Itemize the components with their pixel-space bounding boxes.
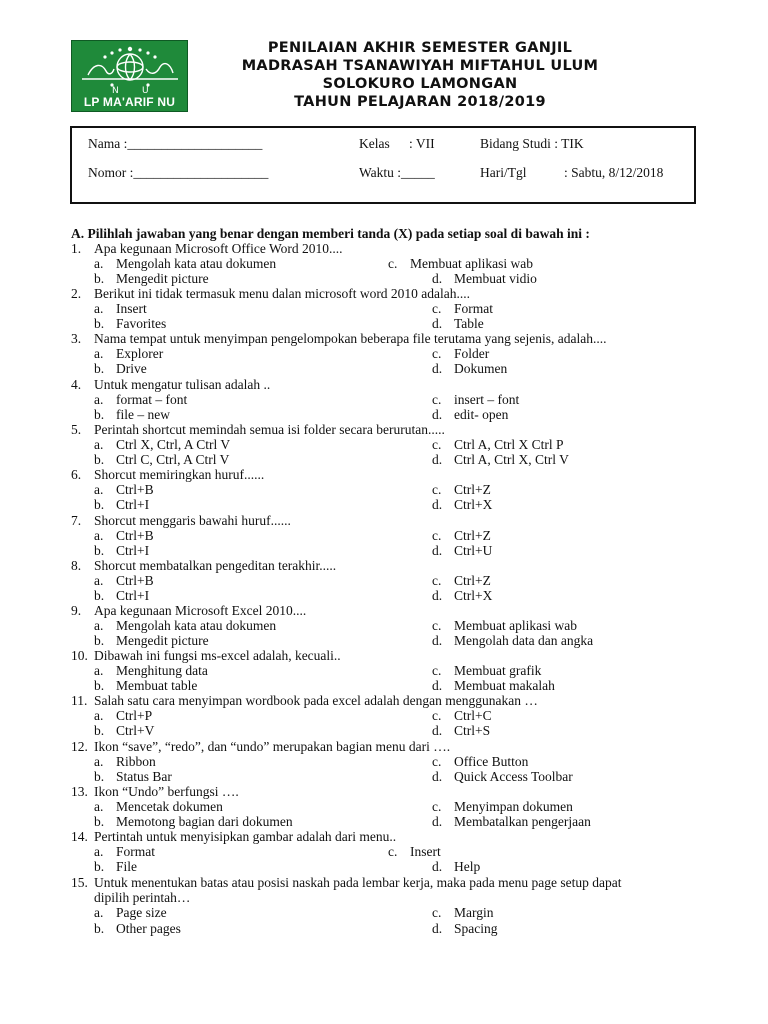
question-number: 13. [71, 784, 88, 799]
option-a[interactable] [94, 528, 154, 543]
option-text: Memotong bagian dari dokumen [116, 814, 293, 830]
question-number: 8. [71, 558, 82, 573]
question-number: 2. [71, 286, 82, 301]
option-text: Ctrl+X [454, 497, 493, 513]
option-text: Ctrl+I [116, 588, 150, 604]
option-letter: d. [432, 678, 443, 694]
option-letter: d. [432, 588, 443, 604]
option-b[interactable] [94, 859, 137, 874]
option-letter: a. [94, 256, 104, 272]
option-letter: c. [432, 618, 442, 634]
option-letter: a. [94, 573, 104, 589]
option-b[interactable] [94, 588, 149, 603]
option-letter: b. [94, 452, 105, 468]
number-field[interactable]: Nomor :____________________ [88, 165, 269, 180]
subject-field: Bidang Studi : TIK [480, 136, 584, 151]
option-letter: b. [94, 497, 105, 513]
option-d[interactable] [432, 316, 484, 331]
question-number: 12. [71, 739, 88, 754]
option-text: Ctrl+Z [454, 528, 491, 544]
question-6 [71, 467, 264, 482]
option-text: insert – font [454, 392, 520, 408]
option-d[interactable] [432, 407, 508, 422]
option-letter: a. [94, 799, 104, 815]
option-text: Format [116, 844, 155, 860]
question-number: 7. [71, 513, 82, 528]
option-text: Table [454, 316, 484, 332]
option-a[interactable] [94, 754, 156, 769]
option-letter: d. [432, 361, 443, 377]
option-letter: b. [94, 920, 105, 936]
option-text: Ctrl+Z [454, 482, 491, 498]
option-letter: c. [432, 346, 442, 362]
option-letter: b. [94, 723, 105, 739]
question-text: Pertintah untuk menyisipkan gambar adalah dari menu.. [94, 829, 397, 844]
option-text: Menghitung data [116, 663, 208, 679]
option-text: Ctrl+I [116, 497, 150, 513]
option-letter: b. [94, 678, 105, 694]
option-a[interactable] [94, 346, 163, 361]
option-c[interactable] [432, 573, 491, 588]
option-text: Dokumen [454, 361, 508, 377]
question-text: Untuk menentukan batas atau posisi naskah pada lembar kerja, maka pada menu page setup dapat [94, 875, 622, 890]
option-text: Membuat vidio [454, 271, 537, 287]
option-text: edit- open [454, 407, 509, 423]
option-text: Ctrl+B [116, 573, 154, 589]
nu-emblem-icon [72, 41, 189, 97]
option-text: Ctrl A, Ctrl X Ctrl P [454, 437, 564, 453]
option-letter: d. [432, 407, 443, 423]
option-a[interactable] [94, 618, 276, 633]
option-text: Membuat makalah [454, 678, 555, 694]
option-b[interactable] [94, 452, 229, 467]
question-text: Apa kegunaan Microsoft Office Word 2010.... [94, 241, 343, 256]
option-letter: c. [432, 437, 442, 453]
option-letter: d. [432, 271, 443, 287]
option-text: Ctrl+P [116, 708, 153, 724]
question-number: 11. [71, 693, 88, 708]
option-text: Quick Access Toolbar [454, 769, 573, 785]
question-text: Perintah shortcut memindah semua isi folder secara berurutan..... [94, 422, 445, 437]
option-text: Ctrl+C [454, 708, 492, 724]
option-c[interactable] [432, 392, 519, 407]
question-text: Shorcut membatalkan pengeditan terakhir..... [94, 558, 337, 573]
option-text: Margin [454, 905, 494, 921]
option-text: Membuat aplikasi wab [410, 256, 533, 272]
option-a[interactable] [94, 905, 167, 920]
question-14 [71, 829, 396, 844]
question-number: 15. [71, 875, 88, 890]
option-text: Format [454, 301, 493, 317]
option-text: Insert [410, 844, 441, 860]
option-letter: c. [432, 663, 442, 679]
question-5 [71, 422, 445, 437]
option-letter: d. [432, 633, 443, 649]
option-b[interactable] [94, 678, 197, 693]
question-1 [71, 241, 342, 256]
option-letter: b. [94, 588, 105, 604]
option-letter: a. [94, 528, 104, 544]
option-letter: b. [94, 361, 105, 377]
option-letter: a. [94, 754, 104, 770]
option-text: Membatalkan pengerjaan [454, 814, 591, 830]
class-value: : VII [409, 136, 435, 151]
question-12 [71, 739, 450, 754]
option-letter: c. [432, 799, 442, 815]
option-d[interactable] [432, 543, 492, 558]
option-letter: d. [432, 814, 443, 830]
option-b[interactable] [94, 271, 209, 286]
header-line-4: TAHUN PELAJARAN 2018/2019 [294, 94, 546, 110]
svg-text:U: U [142, 86, 149, 96]
question-number: 14. [71, 829, 88, 844]
option-c[interactable] [432, 663, 541, 678]
option-d[interactable] [432, 678, 555, 693]
option-d[interactable] [432, 921, 498, 936]
option-letter: d. [432, 769, 443, 785]
question-text: Apa kegunaan Microsoft Excel 2010.... [94, 603, 307, 618]
question-11 [71, 693, 538, 708]
option-text: Ctrl+U [454, 543, 493, 559]
option-text: Ctrl+X [454, 588, 493, 604]
question-text: Dibawah ini fungsi ms-excel adalah, kecuali.. [94, 648, 341, 663]
option-a[interactable] [94, 708, 152, 723]
option-a[interactable] [94, 844, 155, 859]
option-letter: a. [94, 708, 104, 724]
option-text: Membuat aplikasi wab [454, 618, 577, 634]
option-a[interactable] [94, 482, 154, 497]
question-number: 3. [71, 331, 82, 346]
question-10 [71, 648, 341, 663]
option-text: Ctrl C, Ctrl, A Ctrl V [116, 452, 230, 468]
option-letter: d. [432, 452, 443, 468]
option-c[interactable] [432, 437, 564, 452]
option-text: Office Button [454, 754, 529, 770]
option-text: Page size [116, 905, 167, 921]
question-text: Shorcut memiringkan huruf...... [94, 467, 265, 482]
question-2 [71, 286, 470, 301]
option-letter: c. [388, 844, 398, 860]
option-b[interactable] [94, 543, 149, 558]
option-b[interactable] [94, 316, 166, 331]
question-9 [71, 603, 306, 618]
svg-text:N: N [112, 86, 119, 96]
option-letter: b. [94, 407, 105, 423]
question-number: 5. [71, 422, 82, 437]
option-d[interactable] [432, 452, 569, 467]
question-number: 10. [71, 648, 88, 663]
option-d[interactable] [432, 633, 593, 648]
option-letter: d. [432, 497, 443, 513]
date-value: : Sabtu, 8/12/2018 [564, 165, 664, 180]
option-d[interactable] [432, 588, 492, 603]
option-text: Folder [454, 346, 490, 362]
option-a[interactable] [94, 573, 154, 588]
option-text: Ctrl+V [116, 723, 155, 739]
option-c[interactable] [432, 754, 528, 769]
option-text: Mengedit picture [116, 633, 209, 649]
option-text: Membuat grafik [454, 663, 542, 679]
option-letter: b. [94, 859, 105, 875]
option-d[interactable] [432, 814, 591, 829]
option-text: Ctrl A, Ctrl X, Ctrl V [454, 452, 569, 468]
option-c[interactable] [432, 482, 491, 497]
option-d[interactable] [432, 361, 507, 376]
option-letter: c. [432, 708, 442, 724]
option-letter: c. [432, 301, 442, 317]
option-c[interactable] [432, 708, 492, 723]
option-text: Mengolah data dan angka [454, 633, 594, 649]
option-text: file – new [116, 407, 170, 423]
option-b[interactable] [94, 633, 209, 648]
option-a[interactable] [94, 301, 147, 316]
option-letter: b. [94, 316, 105, 332]
question-text: Nama tempat untuk menyimpan pengelompokan beberapa file terutama yang sejenis, adalah.... [94, 331, 607, 346]
question-text: Ikon “save”, “redo”, dan “undo” merupakan bagian menu dari …. [94, 739, 451, 754]
option-letter: c. [432, 573, 442, 589]
option-letter: b. [94, 271, 105, 287]
option-a[interactable] [94, 392, 187, 407]
option-text: Favorites [116, 316, 167, 332]
option-text: Membuat table [116, 678, 198, 694]
option-letter: b. [94, 633, 105, 649]
option-letter: a. [94, 392, 104, 408]
option-letter: b. [94, 814, 105, 830]
option-letter: d. [432, 723, 443, 739]
option-c[interactable] [432, 528, 491, 543]
question-15 [71, 875, 621, 890]
option-letter: d. [432, 543, 443, 559]
option-text: Insert [116, 301, 147, 317]
option-c[interactable] [432, 618, 577, 633]
question-3 [71, 331, 606, 346]
option-letter: d. [432, 859, 443, 875]
option-text: Status Bar [116, 769, 172, 785]
option-letter: c. [432, 528, 442, 544]
option-text: Ribbon [116, 754, 156, 770]
question-4 [71, 377, 270, 392]
option-text: Ctrl+I [116, 543, 150, 559]
option-text: Menyimpan dokumen [454, 799, 573, 815]
question-number: 1. [71, 241, 82, 256]
option-letter: b. [94, 543, 105, 559]
option-d[interactable] [432, 723, 490, 738]
option-text: File [116, 859, 138, 875]
option-a[interactable] [94, 256, 276, 271]
option-letter: a. [94, 482, 104, 498]
option-text: Ctrl+B [116, 482, 154, 498]
option-c[interactable] [432, 799, 573, 814]
question-text: Berikut ini tidak termasuk menu dalan microsoft word 2010 adalah.... [94, 286, 471, 301]
option-b[interactable] [94, 814, 293, 829]
option-c[interactable] [388, 256, 533, 271]
option-text: Mengedit picture [116, 271, 209, 287]
option-d[interactable] [432, 859, 480, 874]
option-c[interactable] [432, 346, 489, 361]
option-b[interactable] [94, 921, 181, 936]
option-b[interactable] [94, 723, 154, 738]
option-letter: c. [432, 905, 442, 921]
header-line-3: SOLOKURO LAMONGAN [322, 76, 518, 92]
option-letter: a. [94, 844, 104, 860]
class-label: Kelas [359, 136, 390, 151]
option-letter: c. [432, 392, 442, 408]
option-text: Mengolah kata atau dokumen [116, 256, 277, 272]
option-a[interactable] [94, 799, 223, 814]
option-b[interactable] [94, 497, 149, 512]
option-letter: d. [432, 920, 443, 936]
option-letter: a. [94, 663, 104, 679]
date-label: Hari/Tgl [480, 165, 527, 180]
option-c[interactable] [388, 844, 441, 859]
option-text: Ctrl X, Ctrl, A Ctrl V [116, 437, 231, 453]
option-text: Help [454, 859, 481, 875]
question-number: 4. [71, 377, 82, 392]
option-b[interactable] [94, 769, 172, 784]
option-text: Explorer [116, 346, 164, 362]
question-text-continued: dipilih perintah… [94, 890, 191, 906]
question-8 [71, 558, 336, 573]
option-a[interactable] [94, 437, 230, 452]
option-letter: a. [94, 618, 104, 634]
option-letter: a. [94, 301, 104, 317]
option-text: Ctrl+S [454, 723, 491, 739]
header-line-2: MADRASAH TSANAWIYAH MIFTAHUL ULUM [241, 58, 599, 74]
header-line-1: PENILAIAN AKHIR SEMESTER GANJIL [267, 40, 573, 56]
option-letter: c. [432, 482, 442, 498]
question-text: Salah satu cara menyimpan wordbook pada excel adalah dengan menggunakan … [94, 693, 538, 708]
option-text: Mencetak dokumen [116, 799, 223, 815]
option-text: Ctrl+Z [454, 573, 491, 589]
option-a[interactable] [94, 663, 208, 678]
option-text: Mengolah kata atau dokumen [116, 618, 277, 634]
option-letter: a. [94, 346, 104, 362]
instruction-heading: A. Pilihlah jawaban yang benar dengan memberi tanda (X) pada setiap soal di bawah ini : [71, 226, 590, 241]
option-b[interactable] [94, 361, 147, 376]
school-logo [71, 40, 188, 112]
question-number: 6. [71, 467, 82, 482]
time-field[interactable]: Waktu :_____ [359, 165, 435, 180]
option-text: Ctrl+B [116, 528, 154, 544]
option-c[interactable] [432, 301, 493, 316]
option-letter: a. [94, 437, 104, 453]
question-13 [71, 784, 239, 799]
question-text: Untuk mengatur tulisan adalah .. [94, 377, 271, 392]
exam-header [200, 39, 640, 111]
option-letter: d. [432, 316, 443, 332]
question-text: Shorcut menggaris bawahi huruf...... [94, 513, 291, 528]
option-d[interactable] [432, 271, 537, 286]
option-letter: c. [432, 754, 442, 770]
option-text: Spacing [454, 920, 498, 936]
option-letter: b. [94, 769, 105, 785]
logo-label: LP MA'ARIF NU [83, 95, 176, 109]
question-number: 9. [71, 603, 82, 618]
option-c[interactable] [432, 905, 494, 920]
name-field[interactable]: Nama :____________________ [88, 136, 263, 151]
student-identity-box [70, 126, 696, 204]
option-text: Drive [116, 361, 147, 377]
option-text: format – font [116, 392, 188, 408]
option-b[interactable] [94, 407, 170, 422]
option-letter: c. [388, 256, 398, 272]
option-d[interactable] [432, 497, 492, 512]
option-letter: a. [94, 905, 104, 921]
option-d[interactable] [432, 769, 573, 784]
question-text: Ikon “Undo” berfungsi …. [94, 784, 239, 799]
question-7 [71, 513, 291, 528]
option-text: Other pages [116, 920, 181, 936]
